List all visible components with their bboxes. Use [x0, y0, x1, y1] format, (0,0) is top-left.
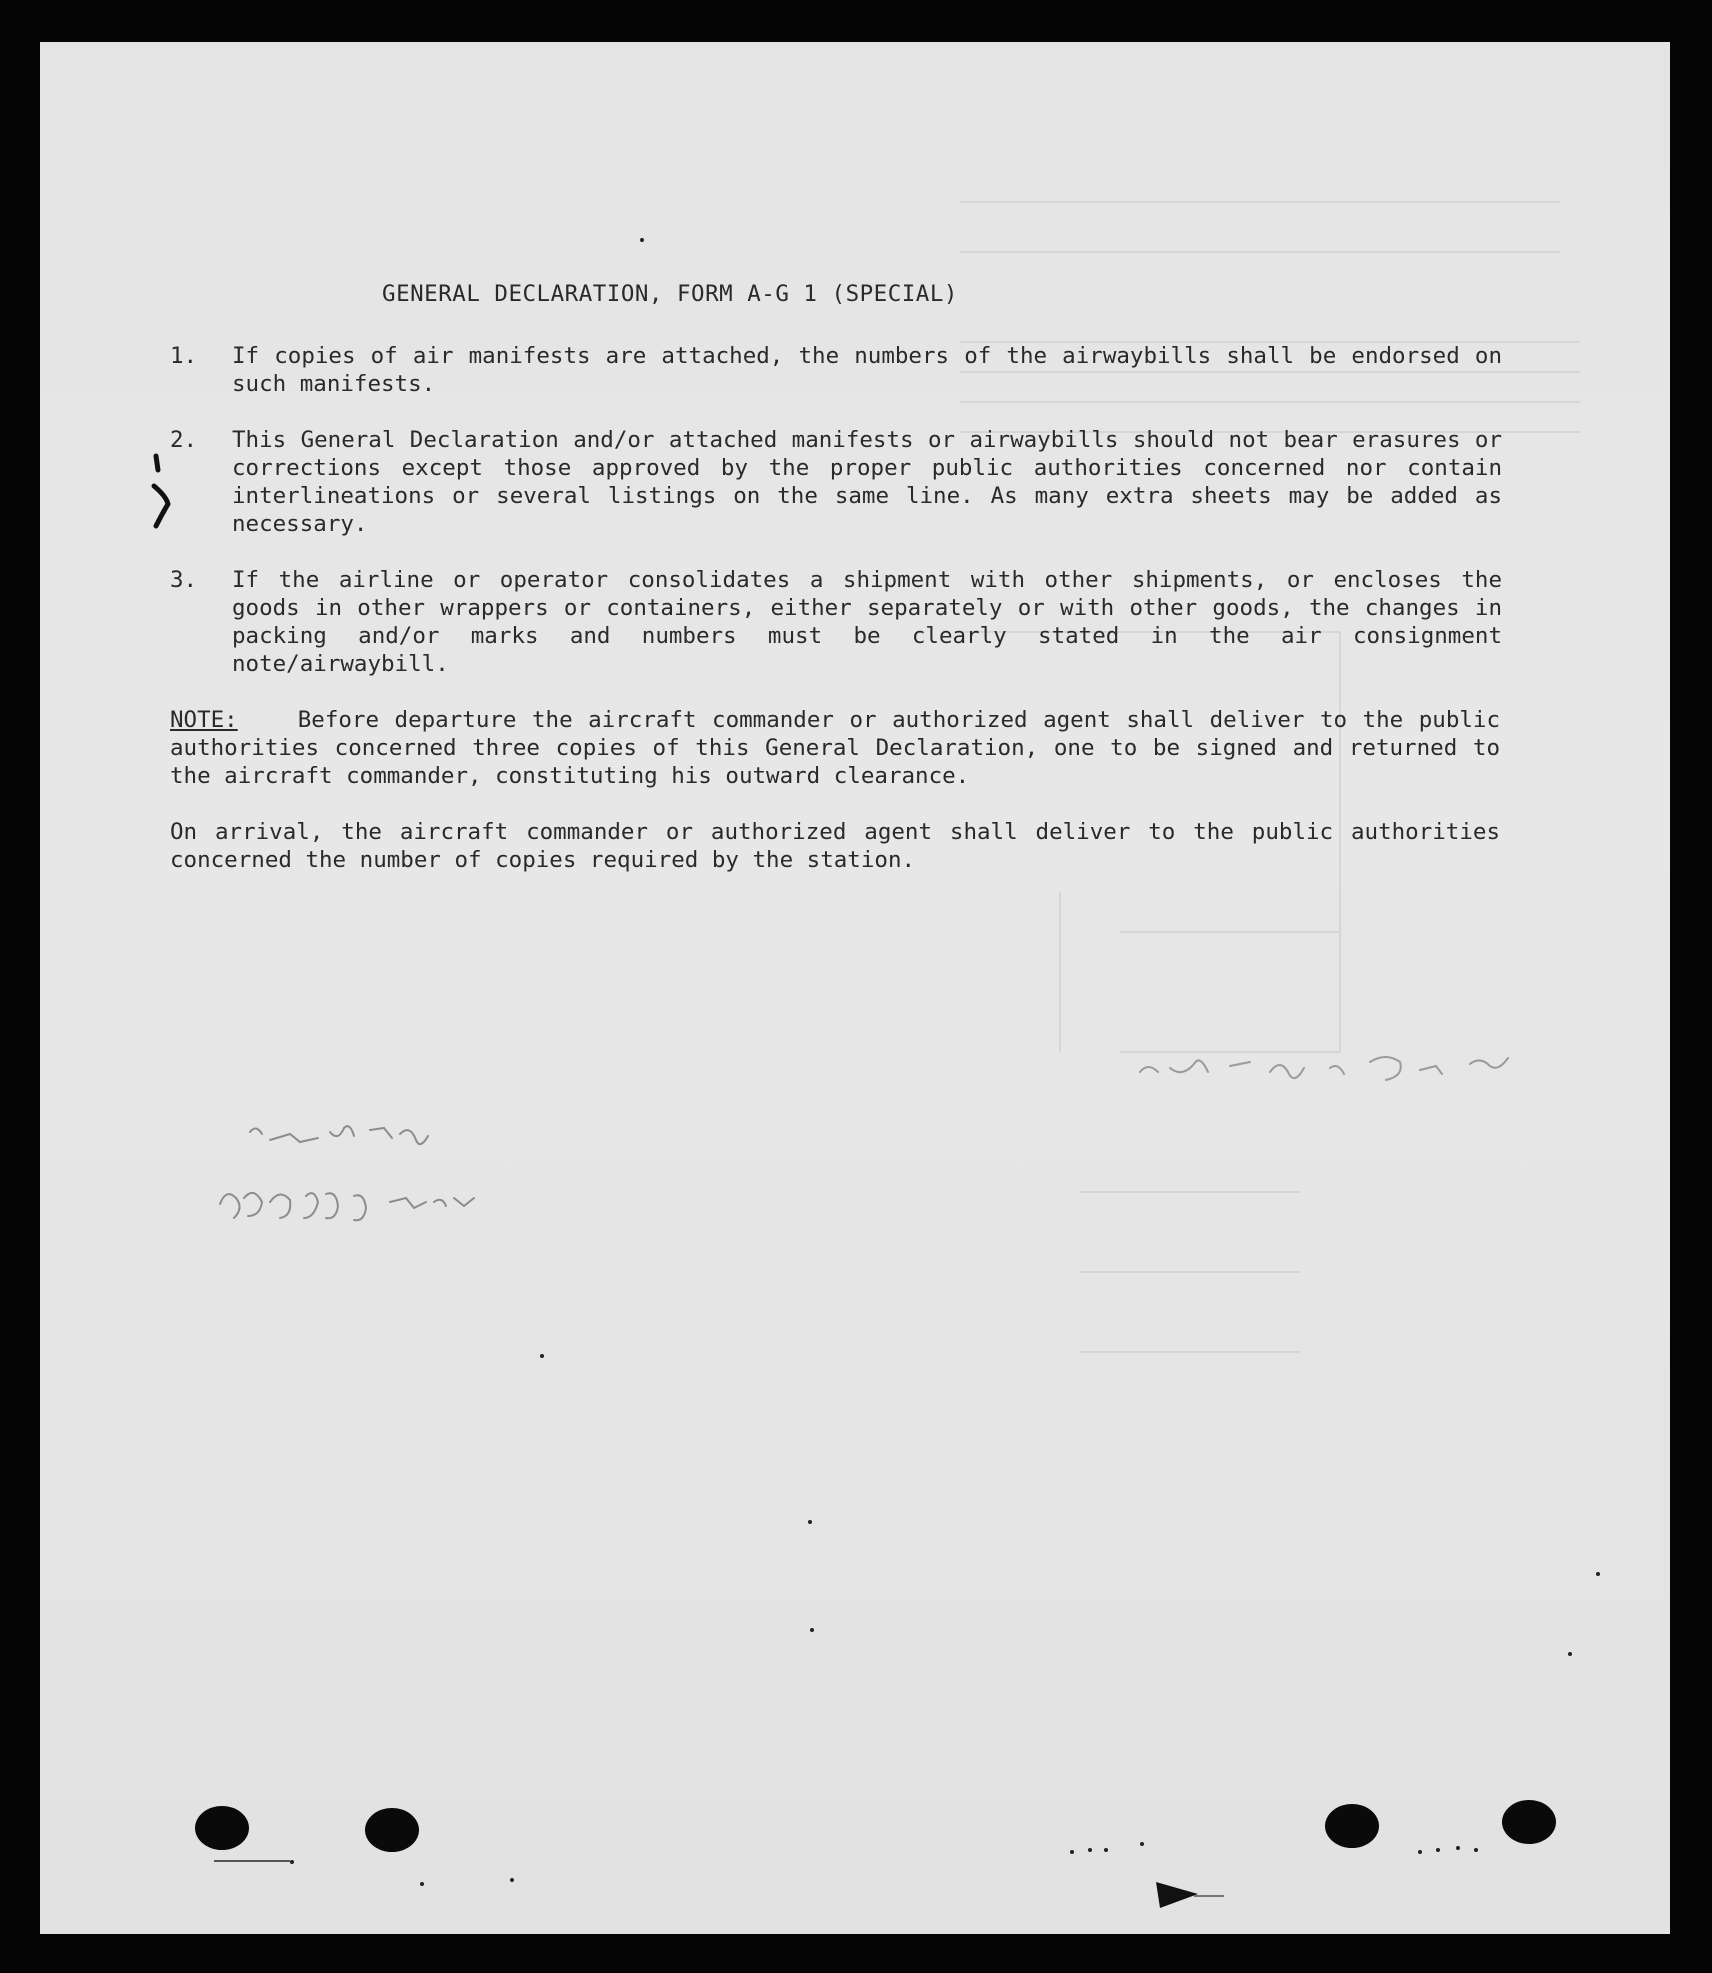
- item-text: This General Declaration and/or attached manifests or airwaybills should not bear erasures or corrections except those approved by the proper public authorities concerned nor contain interlineations or several listings on the same line. As many extra sheets may be added as necessary.: [232, 427, 1502, 537]
- scan-speck: [1436, 1848, 1440, 1852]
- scan-speck: [510, 1878, 514, 1882]
- scan-speck: [1140, 1842, 1144, 1846]
- scan-speck: [1070, 1850, 1074, 1854]
- note-paragraph: [170, 706, 1500, 790]
- list-item: [170, 342, 1540, 398]
- punch-hole: [195, 1806, 249, 1850]
- scan-speck: [1418, 1850, 1422, 1854]
- arrow-mark: [1150, 1872, 1230, 1922]
- declaration-text-block: [170, 280, 1540, 874]
- item-number: 2.: [170, 427, 198, 453]
- item-text: If the airline or operator consolidates a shipment with other shipments, or encloses the goods in other wrappers or containers, either separately or with other goods, the changes in packing and/or marks and numbers must be clearly stated in the air consignment note/airwaybill.: [232, 567, 1502, 677]
- item-number: 3.: [170, 567, 198, 593]
- scan-speck: [540, 1354, 544, 1358]
- list-item: [170, 566, 1540, 678]
- document-page: [40, 42, 1670, 1934]
- scan-speck: [1596, 1572, 1600, 1576]
- page-title: GENERAL DECLARATION, FORM A-G 1 (SPECIAL): [382, 281, 958, 307]
- scan-speck: [1456, 1846, 1460, 1850]
- arrival-paragraph: On arrival, the aircraft commander or authorized agent shall deliver to the public authorities concerned the number of copies required by the station.: [170, 819, 1500, 873]
- scan-speck: [1474, 1848, 1478, 1852]
- note-text: Before departure the aircraft commander or authorized agent shall deliver to the public authorities concerned three copies of this General Declaration, one to be signed and returned to the aircraft commander, constituting his outward clearance.: [170, 707, 1500, 789]
- pencil-scribble-left: [210, 1112, 540, 1242]
- pencil-scribble-right: [1130, 1032, 1570, 1112]
- punch-hole: [1502, 1800, 1556, 1844]
- dash-mark: [210, 1856, 330, 1866]
- scan-speck: [1568, 1652, 1572, 1656]
- scan-speck: [810, 1628, 814, 1632]
- punch-hole: [1325, 1804, 1379, 1848]
- scan-speck: [1104, 1848, 1108, 1852]
- item-text: If copies of air manifests are attached, the numbers of the airwaybills shall be endorsed on such manifests.: [232, 343, 1502, 397]
- scan-speck: [420, 1882, 424, 1886]
- scan-speck: [640, 238, 644, 242]
- list-item: [170, 426, 1540, 538]
- punch-hole: [365, 1808, 419, 1852]
- note-label: NOTE:: [170, 707, 238, 733]
- scan-speck: [1088, 1848, 1092, 1852]
- item-number: 1.: [170, 343, 198, 369]
- scan-speck: [808, 1520, 812, 1524]
